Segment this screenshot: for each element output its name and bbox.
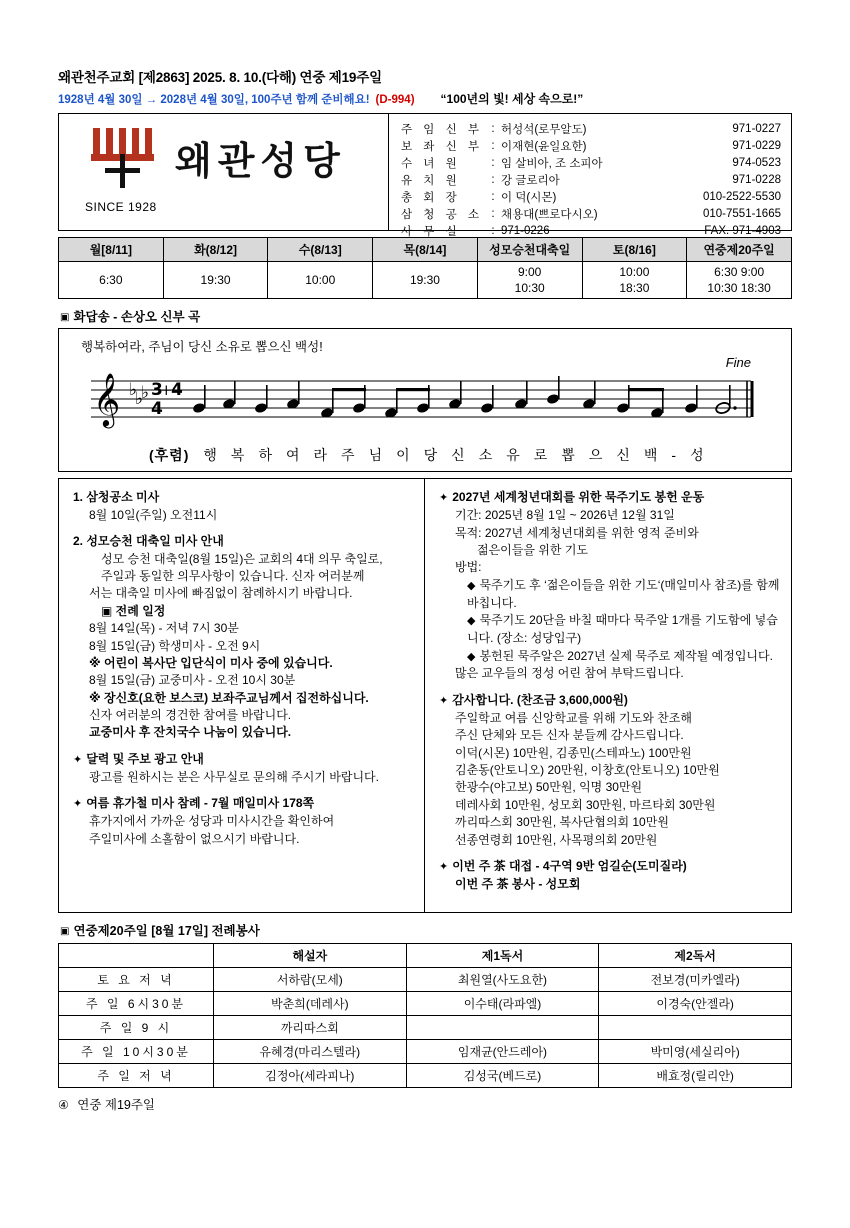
notice-line: 목적: 2027년 세계청년대회를 위한 영적 준비와 xyxy=(455,525,699,540)
section-marker-icon: ▣ xyxy=(60,926,70,938)
duty-first-reading: 이수태(라파엘) xyxy=(406,992,599,1016)
duty-header-row xyxy=(59,944,792,968)
schedule-header-row xyxy=(59,238,792,262)
notice-title: 1. 삼청공소 미사 xyxy=(73,490,160,505)
section-marker-icon: ▣ xyxy=(60,312,70,324)
duty-commentator: 서하람(모세) xyxy=(214,968,407,992)
schedule-time-cell xyxy=(373,262,478,299)
notice-line: ※ 어린이 복사단 입단식이 미사 중에 있습니다. xyxy=(89,655,333,670)
duty-header-cell: 제2독서 xyxy=(599,944,792,968)
small-diamond-icon: ◆ xyxy=(467,615,476,628)
lyric-syllable: 당 xyxy=(423,447,439,464)
diamond-bullet-icon: ✦ xyxy=(439,492,449,505)
lyric-syllable: 신 xyxy=(616,447,631,464)
hymn-refrain-text: 행복하여라, 주님이 당신 소유로 뽑으신 백성! xyxy=(81,340,323,355)
notice-line: 교중미사 후 잔치국수 나눔이 있습니다. xyxy=(89,725,292,740)
tea-volunteer-line: 이번 주 茶 봉사 - 성모회 xyxy=(455,876,581,891)
tea-volunteer-value: - 성모회 xyxy=(538,876,581,891)
notice-line: 광고를 원하시는 분은 사무실로 문의해 주시기 바랍니다. xyxy=(89,769,379,784)
schedule-header-cell: 월[8/11] xyxy=(59,238,164,262)
notices-right-column xyxy=(425,479,791,912)
duty-second-reading: 박미영(세실리아) xyxy=(599,1040,792,1064)
church-emblem-icon xyxy=(87,124,161,190)
schedule-header-cell: 연중제20주일 xyxy=(687,238,792,262)
diamond-bullet-icon: ✦ xyxy=(439,694,449,707)
hymn-section-title: ▣ 화답송 - 손상오 신부 곡 xyxy=(60,310,201,325)
staff-row: 사 무 실 : 971-0226 FAX. 971-4903 xyxy=(399,222,783,239)
notice-title: 2. 성모승천 대축일 미사 안내 xyxy=(73,534,224,549)
staff-role: 총 회 장 xyxy=(401,191,461,204)
staff-row: 보 좌 신 부 : 이재현(윤일요한) 971-0229 xyxy=(399,137,783,154)
staff-tel: 974-0523 xyxy=(732,156,781,169)
schedule-time-cell xyxy=(59,262,164,299)
notice-bullet-line: ◆ 묵주기도 후 ‘젊은이들을 위한 기도‘(매일미사 참조)를 함께 바칩니다. xyxy=(467,577,780,610)
staff-row: 유 치 원 : 강 글로리아 971-0228 xyxy=(399,171,783,188)
staff-row: 삼 청 공 소 : 채용대(쁘로다시오) 010-7551-1665 xyxy=(399,205,783,222)
notice-line: 8월 15일(금) 교중미사 - 오전 10시 30분 xyxy=(89,673,296,688)
staff-name: 이재현(윤일요한) xyxy=(501,140,587,153)
staff-row: 수 녀 원 : 임 살비아, 조 소피아 974-0523 xyxy=(399,154,783,171)
schedule-header-cell: 토(8/16] xyxy=(582,238,687,262)
duty-day: 주 일 10시30분 xyxy=(59,1040,214,1064)
lyric-syllable: 백 xyxy=(643,447,659,464)
notice-line: 신자 여러분의 경건한 참여를 바랍니다. xyxy=(89,708,292,723)
music-staff-icon xyxy=(71,361,771,443)
lyric-syllable: 님 xyxy=(368,447,384,464)
anniversary-line xyxy=(58,90,792,107)
staff-tel: 971-0227 xyxy=(732,122,781,135)
schedule-time-cell xyxy=(163,262,268,299)
lyric-syllable: 신 xyxy=(451,447,466,464)
notice-line: 서는 대축일 미사에 빠짐없이 참례하시기 바랍니다. xyxy=(89,586,353,601)
masthead xyxy=(58,113,792,238)
table-row xyxy=(59,992,792,1016)
since-label: SINCE 1928 xyxy=(85,200,157,214)
notice-line: 이덕(시몬) 10만원, 김종민(스테파노) 100만원 xyxy=(455,745,692,760)
duty-day: 주 일 저 녁 xyxy=(59,1064,214,1088)
svg-text:+: + xyxy=(160,381,173,400)
duty-first-reading: 최원열(사도요한) xyxy=(406,968,599,992)
lyric-syllable: 라 xyxy=(313,447,329,464)
schedule-time: 10:00 xyxy=(305,273,336,288)
schedule-header-cell: 성모승천대축일 xyxy=(477,238,582,262)
notice-item xyxy=(73,489,414,524)
notice-title: ✦ 감사합니다. (찬조금 3,600,000원) xyxy=(439,692,628,707)
lyric-syllable: 행 xyxy=(203,447,218,464)
schedule-time: 10:30 xyxy=(514,281,545,296)
notice-line: 방법: xyxy=(455,560,482,575)
music-notation xyxy=(71,355,779,443)
notice-subtitle: ▣ 전례 일정 xyxy=(101,603,166,618)
staff-role: 주 임 신 부 xyxy=(401,123,484,136)
notices-left-column xyxy=(59,479,425,912)
notice-line: 8월 15일(금) 학생미사 - 오전 9시 xyxy=(89,638,261,653)
footer-text: 연중 제19주일 xyxy=(77,1098,156,1113)
staff-role: 삼 청 공 소 xyxy=(401,208,484,221)
svg-text:4: 4 xyxy=(151,399,163,420)
staff-role: 수 녀 원 xyxy=(401,157,461,170)
duty-second-reading xyxy=(599,1016,792,1040)
schedule-time: 6:30 9:00 xyxy=(714,265,765,279)
staff-name: 이 덕(시몬) xyxy=(501,191,557,204)
svg-text:𝄞: 𝄞 xyxy=(93,372,121,427)
diamond-bullet-icon: ✦ xyxy=(439,860,449,873)
lyric-syllable: 주 xyxy=(341,447,356,464)
notice-line: 한광수(야고보) 50만원, 익명 30만원 xyxy=(455,780,643,795)
schedule-time: 18:30 xyxy=(619,281,650,296)
staff-tel: 010-2522-5530 xyxy=(702,190,781,203)
duty-second-reading: 배효정(릴리안) xyxy=(599,1064,792,1088)
notice-line: 젊은이들을 위한 기도 xyxy=(477,543,588,558)
duty-first-reading xyxy=(406,1016,599,1040)
schedule-time: 10:30 18:30 xyxy=(707,281,771,296)
notice-bullet-line: ◆ 봉헌된 묵주알은 2027년 실제 묵주로 제작될 예정입니다. xyxy=(467,648,773,663)
schedule-time-cell xyxy=(477,262,582,299)
staff-list xyxy=(399,120,783,239)
lyric-syllable: 유 xyxy=(506,447,521,464)
duty-second-reading: 이경숙(안젤라) xyxy=(599,992,792,1016)
tea-service-line: ✦ 이번 주 茶 대접 - 4구역 9반 엄길순(도미질라) xyxy=(439,858,687,873)
lyric-syllable: 이 xyxy=(396,447,411,464)
diamond-bullet-icon: ✦ xyxy=(73,753,83,766)
notice-line: 8월 10일(주일) 오전11시 xyxy=(89,507,218,522)
notice-bullet-line: ◆ 묵주기도 20단을 바칠 때마다 묵주알 1개를 기도함에 넣습니다. (장소: 성당입구) xyxy=(467,613,778,646)
table-row xyxy=(59,1016,792,1040)
staff-role: 유 치 원 xyxy=(401,174,461,187)
svg-text:♭: ♭ xyxy=(135,389,144,410)
table-row xyxy=(59,1064,792,1088)
staff-role: 보 좌 신 부 xyxy=(401,140,484,153)
notice-line: 주신 단체와 모든 신자 분들께 감사드립니다. xyxy=(455,728,684,743)
schedule-time: 19:30 xyxy=(200,273,231,288)
duty-second-reading: 전보경(미카엘라) xyxy=(599,968,792,992)
duty-header-cell: 제1독서 xyxy=(406,944,599,968)
lyric-syllable: 소 xyxy=(478,447,494,464)
lyrics-refrain-label: (후렴) xyxy=(149,447,190,464)
masthead-logo-area xyxy=(59,114,389,230)
table-row xyxy=(59,968,792,992)
notice-line: 선종연령회 10만원, 사목평의회 20만원 xyxy=(455,832,658,847)
duty-first-reading: 임재균(안드레아) xyxy=(406,1040,599,1064)
schedule-time: 9:00 xyxy=(517,265,542,279)
duty-commentator: 박춘희(데레사) xyxy=(214,992,407,1016)
notice-item-tea xyxy=(439,858,781,893)
anniversary-text: 1928년 4월 30일 → 2028년 4월 30일, 100주년 함께 준비해요! xyxy=(58,94,370,106)
schedule-time-cell xyxy=(687,262,792,299)
svg-text:♭: ♭ xyxy=(141,383,150,404)
staff-name: 채용대(쁘로다시오) xyxy=(501,208,598,221)
lyric-syllable: - xyxy=(671,447,678,464)
lyric-syllable: 뽑 xyxy=(561,447,576,464)
staff-tel: 971-0228 xyxy=(732,173,781,186)
duty-section-title: ▣ 연중제20주일 [8월 17일] 전례봉사 xyxy=(60,924,260,939)
notice-line: 데레사회 10만원, 성모회 30만원, 마르타회 30만원 xyxy=(455,797,716,812)
duty-commentator: 유혜경(마리스텔라) xyxy=(214,1040,407,1064)
lyric-syllable: 여 xyxy=(285,447,301,464)
staff-name: 허성석(로무알도) xyxy=(501,123,587,136)
staff-name: 강 글로리아 xyxy=(501,174,560,187)
hymn-box xyxy=(58,328,792,472)
notice-line: 휴가지에서 가까운 성당과 미사시간을 확인하여 xyxy=(89,814,335,829)
duty-day: 토 요 저 녁 xyxy=(59,968,214,992)
table-row xyxy=(59,1040,792,1064)
page-footer xyxy=(58,1095,792,1113)
fine-marking: Fine xyxy=(725,355,751,371)
svg-text:3: 3 xyxy=(151,380,163,401)
duty-roster-table xyxy=(58,943,792,1088)
schedule-header-cell: 수(8/13] xyxy=(268,238,373,262)
lyric-syllable: 하 xyxy=(258,447,273,464)
duty-header-cell: 해설자 xyxy=(214,944,407,968)
notice-item xyxy=(439,489,781,682)
notice-line: 8월 14일(목) - 저녁 7시 30분 xyxy=(89,621,239,636)
church-name: 왜관성당 xyxy=(175,138,346,183)
staff-row: 총 회 장 : 이 덕(시몬) 010-2522-5530 xyxy=(399,188,783,205)
countdown-badge: (D-994) xyxy=(375,94,415,106)
schedule-time-row xyxy=(59,262,792,299)
lyric-syllable: 로 xyxy=(533,447,549,464)
svg-text:4: 4 xyxy=(171,380,183,401)
notice-line: 까리따스회 30만원, 복사단협의회 10만원 xyxy=(455,815,669,830)
mass-schedule-table xyxy=(58,237,792,299)
schedule-time: 10:00 xyxy=(619,265,650,279)
page-title: 왜관천주교회 [제2863] 2025. 8. 10.(다해) 연중 제19주일 xyxy=(58,70,382,85)
notices-section xyxy=(58,478,792,913)
staff-name: 971-0226 xyxy=(501,224,550,237)
schedule-header-cell: 목(8/14] xyxy=(373,238,478,262)
duty-commentator: 김정아(세라피나) xyxy=(214,1064,407,1088)
notice-title: ✦ 달력 및 주보 광고 안내 xyxy=(73,751,204,766)
diamond-bullet-icon: ✦ xyxy=(73,798,83,811)
notice-item xyxy=(439,692,781,849)
notice-line: 주일과 동일한 의무사항이 있습니다. 신자 여러분께 xyxy=(101,568,365,583)
duty-commentator: 까리따스회 xyxy=(214,1016,407,1040)
staff-directory xyxy=(389,114,791,238)
lyric-syllable: 성 xyxy=(690,447,705,464)
small-diamond-icon: ◆ xyxy=(467,579,476,592)
tea-service-value: - 4구역 9반 엄길순(도미질라) xyxy=(535,858,687,873)
lyric-syllable: 으 xyxy=(588,447,604,464)
notice-title: ✦ 여름 휴가철 미사 참례 - 7월 매일미사 178쪽 xyxy=(73,796,315,811)
duty-day: 주 일 9 시 xyxy=(59,1016,214,1040)
notice-line: 주일미사에 소홀함이 없으시기 바랍니다. xyxy=(89,831,300,846)
notice-line: 기간: 2025년 8월 1일 ~ 2026년 12월 31일 xyxy=(455,508,675,523)
notice-line: ※ 장신호(요한 보스코) 보좌주교님께서 집전하십니다. xyxy=(89,690,369,705)
schedule-time: 6:30 xyxy=(99,273,123,288)
slogan-text: “100년의 빛! 세상 속으로!” xyxy=(440,92,584,106)
staff-role: 사 무 실 xyxy=(401,225,461,238)
schedule-time: 19:30 xyxy=(409,273,440,288)
duty-first-reading: 김성국(베드로) xyxy=(406,1064,599,1088)
svg-text:♭: ♭ xyxy=(129,380,138,401)
duty-header-blank xyxy=(59,944,214,968)
notice-title: ✦ 2027년 세계청년대회를 위한 묵주기도 봉헌 운동 xyxy=(439,490,705,505)
notice-line: 주일학교 여름 신앙학교를 위해 기도와 찬조해 xyxy=(455,710,692,725)
schedule-header-cell: 화(8/12] xyxy=(163,238,268,262)
notice-line: 성모 승천 대축일(8월 15일)은 교회의 4대 의무 축일로, xyxy=(101,551,383,566)
hymn-lyrics xyxy=(71,445,779,465)
notice-item xyxy=(73,751,414,786)
page-number-badge: ④ xyxy=(58,1098,69,1113)
lyric-syllable: 복 xyxy=(230,447,246,464)
notice-item xyxy=(73,795,414,848)
duty-day: 주 일 6시30분 xyxy=(59,992,214,1016)
staff-row: 주 임 신 부 : 허성석(로무알도) 971-0227 xyxy=(399,120,783,137)
notice-item xyxy=(73,533,414,742)
staff-tel: FAX. 971-4903 xyxy=(704,224,781,237)
schedule-time-cell xyxy=(582,262,687,299)
notice-line: 많은 교우들의 정성 어린 참여 부탁드립니다. xyxy=(455,666,684,681)
staff-tel: 010-7551-1665 xyxy=(702,207,781,220)
notice-line: 김춘동(안토니오) 20만원, 이창호(안토니오) 10만원 xyxy=(455,762,720,777)
schedule-time-cell xyxy=(268,262,373,299)
staff-tel: 971-0229 xyxy=(732,139,781,152)
staff-name: 임 살비아, 조 소피아 xyxy=(501,157,603,170)
small-diamond-icon: ◆ xyxy=(467,650,476,663)
